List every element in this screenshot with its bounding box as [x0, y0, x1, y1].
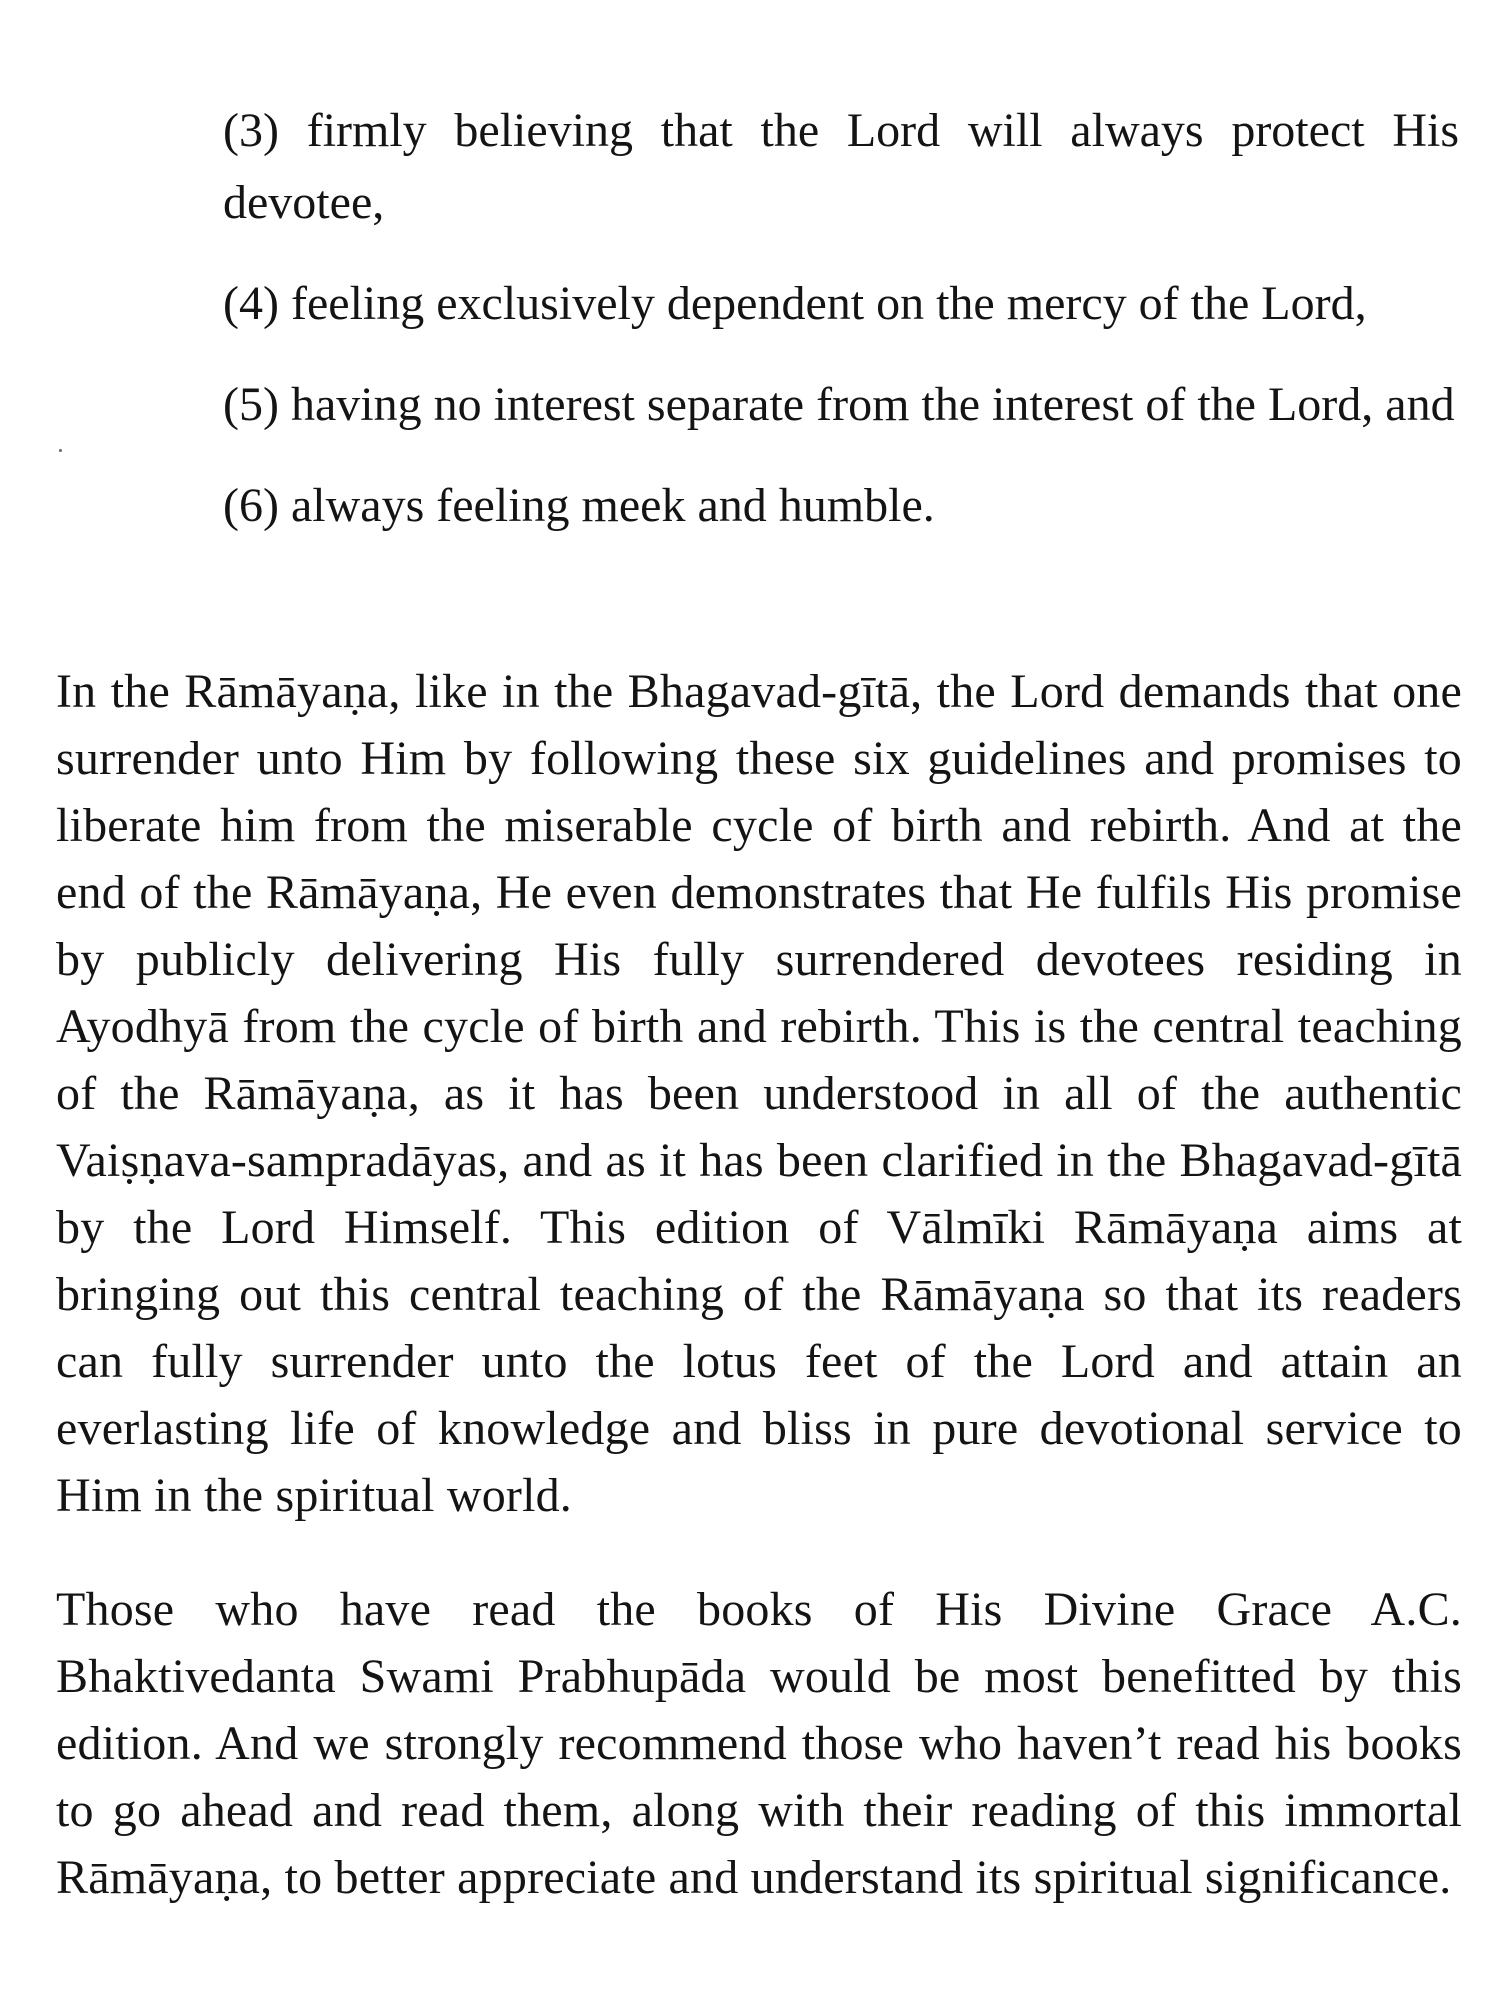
paragraph-prabhupada-recommendation: Those who have read the books of His Divine Grace A.C. Bhaktivedanta Swami Prabhupāda would be most benefitted by this edition. And we strongly recommend those who haven’t read his books to go ahead and read them, along with their reading of this immortal Rāmāyaṇa, to better appreciate and understand its spiritual significance.: [56, 1583, 1462, 1904]
list-item: (6) always feeling meek and humble.: [223, 479, 935, 532]
surrender-guidelines-list: [223, 95, 1459, 542]
paragraph-central-teaching: In the Rāmāyaṇa, like in the Bhagavad-gītā, the Lord demands that one surrender unto Him by following these six guidelines and promises to liberate him from the miserable cycle of birth and rebirth. And at the end of the Rāmāyaṇa, He even demonstrates that He fulfils His promise by publicly delivering His fully surrendered devotees residing in Ayodhyā from the cycle of birth and rebirth. This is the central teaching of the Rāmāyaṇa, as it has been understood in all of the authentic Vaiṣṇava-sampradāyas, and as it has been clarified in the Bhagavad-gītā by the Lord Himself. This edition of Vālmīki Rāmāyaṇa aims at bringing out this central teaching of the Rāmāyaṇa so that its readers can fully surrender unto the lotus feet of the Lord and attain an everlasting life of knowledge and bliss in pure devotional service to Him in the spiritual world.: [56, 665, 1462, 1522]
scan-speck: [59, 449, 62, 452]
list-item: (5) having no interest separate from the interest of the Lord, and: [223, 378, 1455, 431]
list-item: (4) feeling exclusively dependent on the mercy of the Lord,: [223, 277, 1367, 330]
list-item: (3) firmly believing that the Lord will always protect His devotee,: [223, 104, 1459, 229]
